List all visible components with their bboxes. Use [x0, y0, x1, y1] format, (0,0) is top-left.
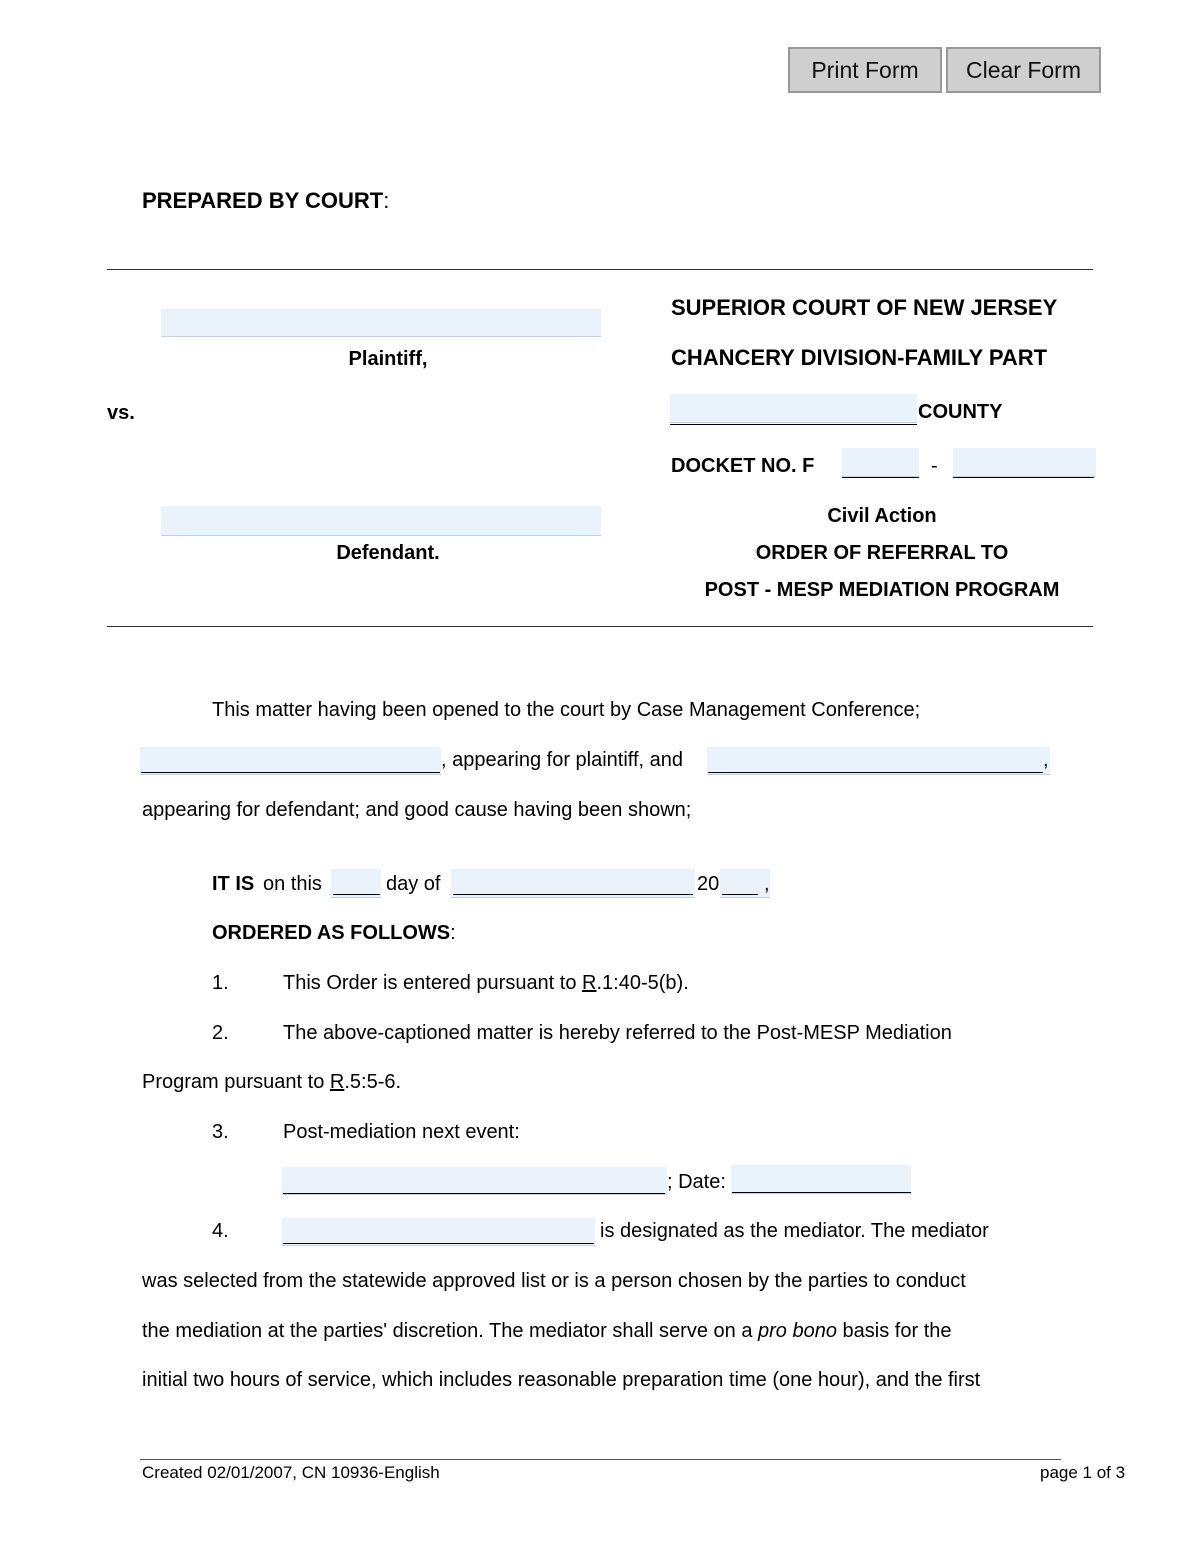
- item2-line1: The above-captioned matter is hereby referred to the Post-MESP Mediation: [283, 1022, 952, 1044]
- footer-page-number: page 1 of 3: [1040, 1463, 1126, 1482]
- item3-number: 3.: [212, 1121, 229, 1143]
- item1-text: [283, 972, 689, 995]
- date-field[interactable]: [731, 1165, 911, 1194]
- plaintiff-label: Plaintiff,: [348, 348, 428, 370]
- item4-line3-a: the mediation at the parties' discretion. The mediator shall serve on a: [142, 1320, 753, 1342]
- item1-text-b: .1:40-5(b).: [596, 972, 689, 994]
- appearing-defendant-text: appearing for defendant; and good cause having been shown;: [142, 799, 692, 821]
- mediator-field[interactable]: [282, 1218, 595, 1246]
- item2-rule-r: R: [329, 1071, 345, 1093]
- item1-text-a: This Order is entered pursuant to: [283, 972, 577, 994]
- plaintiff-attorney-underline: [141, 772, 440, 773]
- year-underline: [722, 894, 758, 895]
- item4-line3: [142, 1320, 952, 1343]
- docket-label: DOCKET NO. F: [671, 455, 815, 477]
- docket-part2-field[interactable]: [953, 448, 1096, 477]
- civil-action-label: Civil Action: [827, 505, 937, 527]
- docket-dash: -: [931, 455, 938, 477]
- opening-sentence: This matter having been opened to the court by Case Management Conference;: [212, 699, 921, 721]
- prepared-by-label: PREPARED BY COURT: [142, 188, 384, 213]
- item1-rule-r: R: [582, 972, 597, 994]
- item4-line4: initial two hours of service, which includes reasonable preparation time (one hour), and the first: [142, 1369, 981, 1391]
- defendant-label: Defendant.: [336, 542, 440, 564]
- order-title-line1: ORDER OF REFERRAL TO: [755, 542, 1009, 564]
- county-underline: [670, 424, 917, 425]
- item4-line2: was selected from the statewide approved list or is a person chosen by the parties to conduct: [142, 1270, 966, 1292]
- caption-bottom-rule: [107, 626, 1093, 627]
- clear-form-button[interactable]: Clear Form: [946, 47, 1101, 93]
- twenty-text: 20: [697, 873, 720, 895]
- item4-pro-bono: pro bono: [758, 1320, 837, 1342]
- docket-part1-underline: [842, 477, 919, 478]
- year-comma: ,: [764, 873, 770, 895]
- footer-rule: [140, 1459, 1061, 1460]
- county-field[interactable]: [670, 394, 917, 423]
- it-is-label: IT IS: [212, 873, 255, 895]
- defendant-attorney-underline: [708, 772, 1043, 773]
- county-label: COUNTY: [918, 401, 1003, 423]
- item2-number: 2.: [212, 1022, 229, 1044]
- item4-number: 4.: [212, 1220, 229, 1242]
- mediator-underline: [283, 1243, 594, 1244]
- vs-label: vs.: [107, 402, 135, 424]
- date-underline: [732, 1192, 911, 1193]
- prepared-by-heading: [142, 188, 389, 214]
- item2-line2-a: Program pursuant to: [142, 1071, 325, 1093]
- appearing-plaintiff-text: , appearing for plaintiff, and: [441, 749, 684, 771]
- day-of-text: day of: [386, 873, 441, 895]
- attorney-comma: ,: [1043, 749, 1049, 771]
- ordered-heading: [212, 922, 456, 945]
- court-name: SUPERIOR COURT OF NEW JERSEY: [671, 295, 1058, 320]
- plaintiff-name-field[interactable]: [161, 309, 601, 337]
- plaintiff-attorney-field[interactable]: [140, 747, 441, 775]
- court-division: CHANCERY DIVISION-FAMILY PART: [671, 345, 1048, 370]
- next-event-field[interactable]: [282, 1167, 667, 1195]
- item2-line2: [142, 1071, 401, 1094]
- item1-number: 1.: [212, 972, 229, 994]
- on-this-text: on this: [263, 873, 322, 895]
- prepared-by-colon: :: [383, 188, 390, 213]
- item4-line3-b: basis for the: [842, 1320, 952, 1342]
- next-event-underline: [283, 1193, 665, 1194]
- defendant-attorney-field[interactable]: [707, 747, 1050, 775]
- month-underline: [453, 894, 693, 895]
- order-title-line2: POST - MESP MEDIATION PROGRAM: [704, 579, 1060, 601]
- item3-text: Post-mediation next event:: [283, 1121, 520, 1143]
- defendant-name-field[interactable]: [161, 506, 601, 536]
- ordered-colon: :: [450, 922, 456, 944]
- item4-text-a: is designated as the mediator. The mediator: [600, 1220, 989, 1242]
- ordered-label: ORDERED AS FOLLOWS: [212, 922, 451, 944]
- print-form-button[interactable]: Print Form: [788, 47, 942, 93]
- docket-part2-underline: [953, 477, 1094, 478]
- date-label: ; Date:: [667, 1171, 726, 1193]
- docket-part1-field[interactable]: [842, 448, 919, 477]
- caption-top-rule: [107, 269, 1093, 270]
- item2-line2-b: .5:5-6.: [344, 1071, 402, 1093]
- footer-created: Created 02/01/2007, CN 10936-English: [142, 1463, 440, 1482]
- day-underline: [333, 894, 380, 895]
